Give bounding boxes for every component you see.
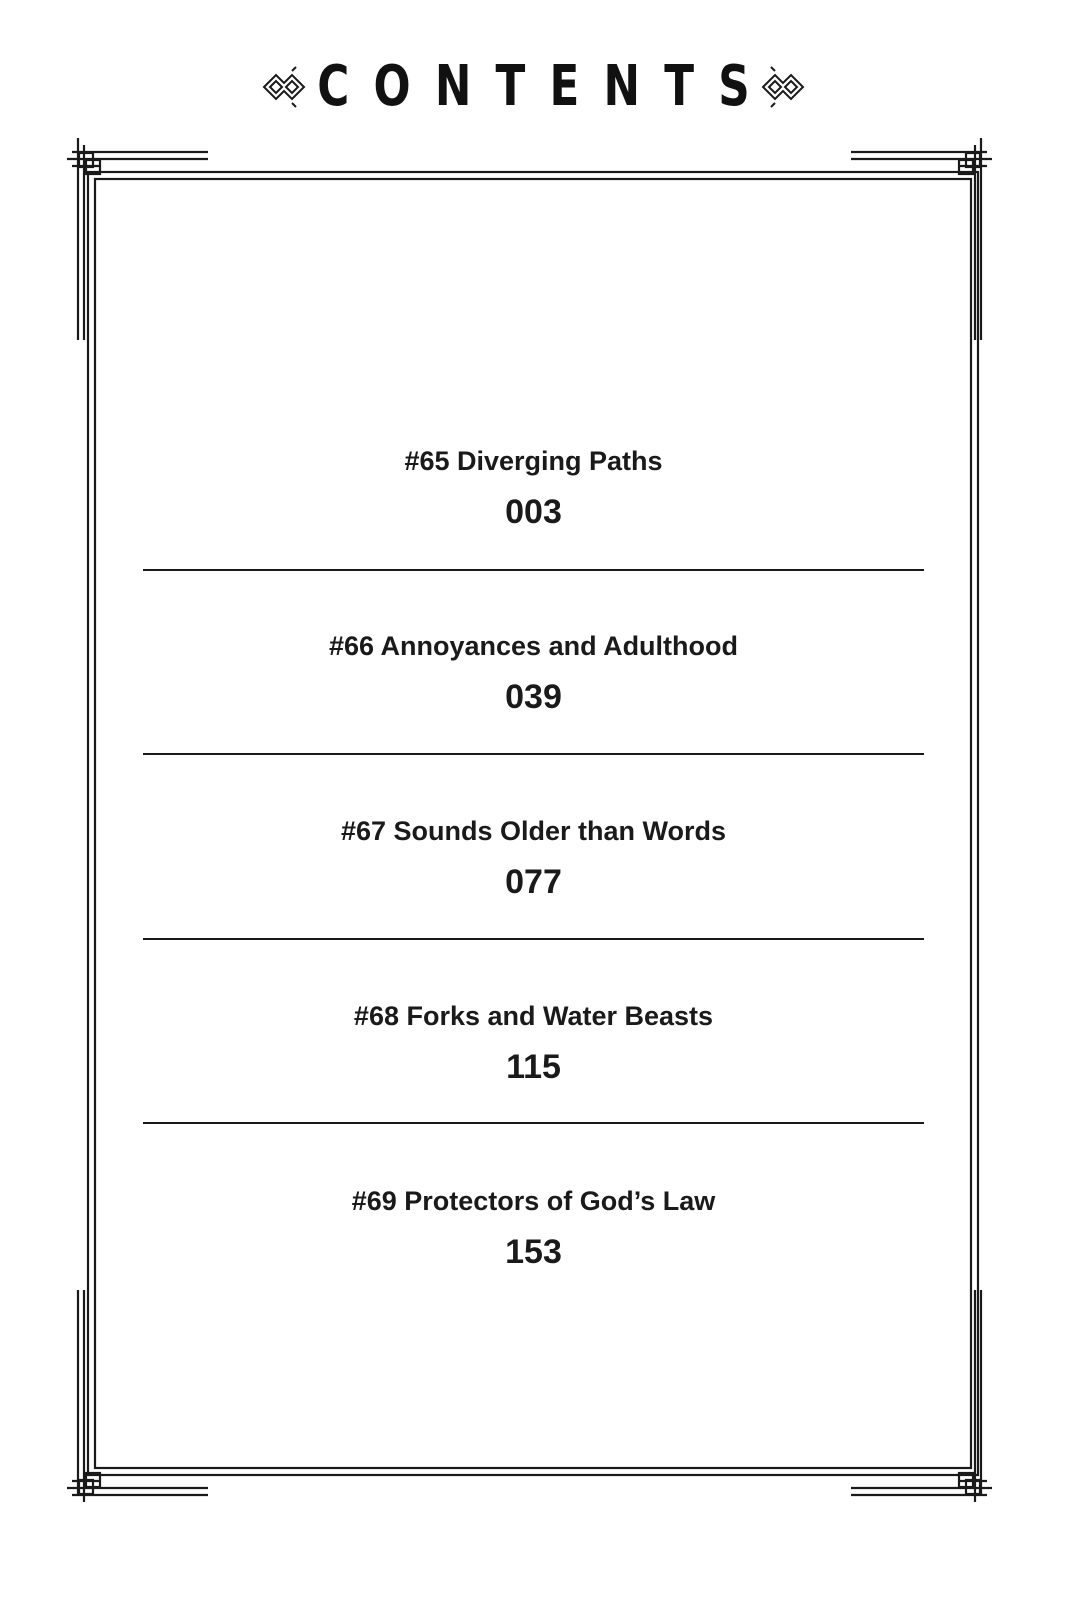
toc-entry-66[interactable]	[143, 629, 924, 717]
chapter-page-number: 077	[505, 863, 562, 901]
entry-divider	[143, 938, 924, 940]
chapter-page-number: 115	[506, 1048, 561, 1086]
page-title: CONTENTS	[317, 54, 774, 119]
entry-divider	[143, 1122, 924, 1124]
entry-divider	[143, 753, 924, 755]
entry-divider	[143, 569, 924, 571]
toc-entry-68[interactable]	[143, 999, 924, 1087]
toc-entry-67[interactable]	[143, 814, 924, 902]
chapter-title: #65 Diverging Paths	[404, 446, 663, 476]
chapter-page-number: 003	[505, 493, 562, 531]
toc-entry-65[interactable]	[143, 444, 924, 532]
chapter-title: #67 Sounds Older than Words	[340, 816, 727, 846]
toc-entry-69[interactable]	[143, 1184, 924, 1272]
chapter-page-number: 039	[505, 678, 562, 716]
chapter-page-number: 153	[505, 1233, 562, 1271]
chapter-title: #66 Annoyances and Adulthood	[328, 631, 739, 661]
chapter-title: #69 Protectors of God’s Law	[351, 1186, 716, 1216]
chapter-title: #68 Forks and Water Beasts	[353, 1001, 714, 1031]
